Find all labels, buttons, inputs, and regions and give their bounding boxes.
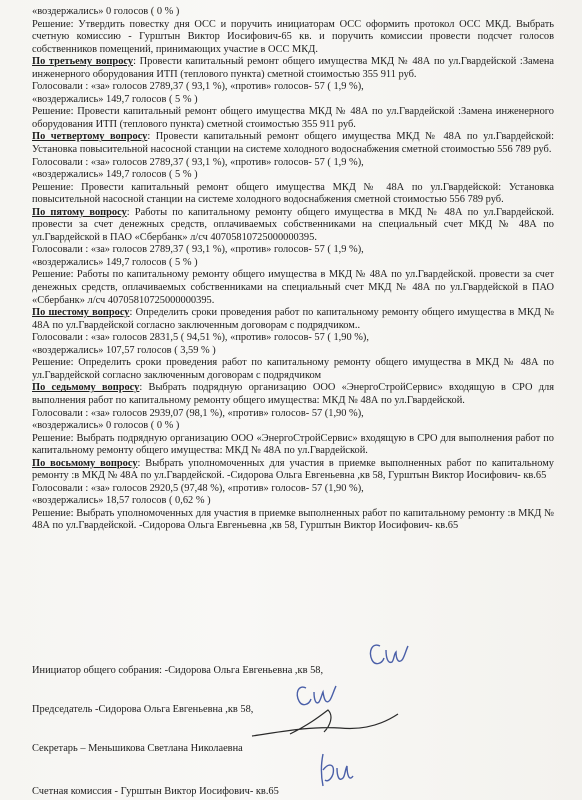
question-7-decision: Решение: Выбрать подрядную организацию ООО «ЭнергоСтройСервис» входящую в СРО для выполнения работ по капитальному ремонту общего имущества: МКД № 48А по ул.Гвардейской. [32,432,554,457]
question-6-label: По шестому вопросу [32,307,130,319]
initiator-signature [366,640,412,674]
question-6-abstained: «воздержались» 107,57 голосов ( 3,59 % ) [32,344,216,356]
question-4-text: : Провести капитальный ремонт общего имущества МКД № 48А по ул.Гвардейской: Установка повысительной насосной станции на системе холодного водоснабжения сметной стоимостью 556 789 руб. [32,131,554,156]
question-7-votes: Голосовали : «за» голосов 2939,07 (98,1 %), «против» голосов- 57 (1,90 %), [32,407,364,419]
question-6 [32,307,554,332]
question-7 [32,382,554,407]
question-7-abstained: «воздержались» 0 голосов ( 0 % ) [32,420,180,432]
secretary-line: Секретарь – Меньшикова Светлана Николаевна [32,743,243,755]
question-3-abstained: «воздержались» 149,7 голосов ( 5 % ) [32,93,198,105]
question-3-label: По третьему вопросу [32,56,134,68]
question-5-text: : Работы по капитальному ремонту общего имущества в МКД № 48А по ул.Гвардейской. провести за счет денежных средств, оплачиваемых собственниками на специальный счет МКД № 48А по ул.Гвардейской в ПАО «Сбербанк» л/сч 40705810725000000395. [32,206,555,243]
question-4-abstained: «воздержались» 149,7 голосов ( 5 % ) [32,169,198,181]
initiator-line: Инициатор общего собрания: -Сидорова Ольга Евгеньевна ,кв 58, [32,665,324,677]
question-5-votes: Голосовали : «за» голосов 2789,37 ( 93,1 %), «против» голосов- 57 ( 1,9 %), [32,244,364,256]
commission-signature [315,750,355,794]
commission-line: Счетная комиссия - Гурштын Виктор Иосифович- кв.65 [32,786,279,798]
question-8-text: : Выбрать уполномоченных для участия в приемке выполненных работ по капитальному ремонту :в МКД № 48А по ул.Гвардейской. -Сидорова Ольга Евгеньевна ,кв 58, Гурштын Виктор Иосифович- кв.65 [32,457,554,482]
question-4-decision: Решение: Провести капитальный ремонт общего имущества МКД № 48А по ул.Гвардейской: Установка повысительной насосной станции на системе холодного водоснабжения сметной стоимостью 556 789 руб. [32,181,554,206]
question-6-votes: Голосовали : «за» голосов 2831,5 ( 94,51 %), «против» голосов- 57 ( 1,90 %), [32,332,369,344]
question-3-text: : Провести капитальный ремонт общего имущества МКД № 48А по ул.Гвардейской :Замена инженерного оборудования ИТП (теплового пункта) сметной стоимостью 355 911 руб. [32,56,554,80]
question-4 [32,131,554,156]
question-3-decision: Решение: Провести капитальный ремонт общего имущества МКД № 48А по ул.Гвардейской :Замена инженерного оборудования ИТП (теплового пункта) сметной стоимостью 355 911 руб. [32,106,554,130]
protocol-body [32,6,554,533]
question-8-votes: Голосовали : «за» голосов 2920,5 (97,48 %), «против» голосов- 57 (1,90 %), [32,482,364,494]
question-3 [32,56,554,81]
question-5-decision: Решение: Работы по капитальному ремонту общего имущества в МКД № 48А по ул.Гвардейской. провести за счет денежных средств, оплачиваемых собственниками на специальный счет МКД № 48А по ул.Гвардейской в ПАО «Сбербанк» л/сч 40705810725000000395. [32,269,554,306]
question-3-votes: Голосовали : «за» голосов 2789,37 ( 93,1 %), «против» голосов- 57 ( 1,9 %), [32,81,364,93]
question-4-votes: Голосовали : «за» голосов 2789,37 ( 93,1 %), «против» голосов- 57 ( 1,9 %), [32,156,364,168]
question-8-decision: Решение: Выбрать уполномоченных для участия в приемке выполненных работ по капитальному ремонту :в МКД № 48А по ул.Гвардейской. -Сидорова Ольга Евгеньевна ,кв 58, Гурштын Виктор Иосифович- кв.65 [32,507,554,532]
question-8-label: По восьмому вопросу [32,457,138,469]
question-5 [32,207,554,245]
question-4-label: По четвертому вопросу [32,131,148,143]
question-6-decision: Решение: Определить сроки проведения работ по капитальному ремонту общего имущества в МКД № 48А по ул.Гвардейской согласно заключенным договорам с подрядчиком [32,357,554,381]
secretary-signature [250,704,400,744]
abstained-line: «воздержались» 0 голосов ( 0 % ) [32,6,180,17]
question-7-label: По седьмому вопросу [32,382,140,394]
question-8 [32,458,554,483]
decision-agenda: Решение: Утвердить повестку дня ОСС и поручить инициаторам ОСС оформить протокол ОСС МКД. Выбрать счетную комиссию - Гурштын Виктор Иосифович-65 кв. и поручить комиссии провести подсчет голосов собственников помещений, принимающих участие в ОСС МКД. [32,18,554,55]
question-5-abstained: «воздержались» 149,7 голосов ( 5 % ) [32,256,198,268]
question-7-text: : Выбрать подрядную организацию ООО «ЭнергоСтройСервис» входящую в СРО для выполнения работ по капитальному ремонту общего имущества: МКД № 48А по ул.Гвардейской. [32,382,554,406]
question-5-label: По пятому вопросу [32,206,127,218]
question-6-text: : Определить сроки проведения работ по капитальному ремонту общего имущества в МКД № 48А по ул.Гвардейской согласно заключенным договорам с подрядчиком.. [32,307,554,331]
chairman-line: Председатель -Сидорова Ольга Евгеньевна ,кв 58, [32,704,254,716]
question-8-abstained: «воздержались» 18,57 голосов ( 0,62 % ) [32,495,211,507]
